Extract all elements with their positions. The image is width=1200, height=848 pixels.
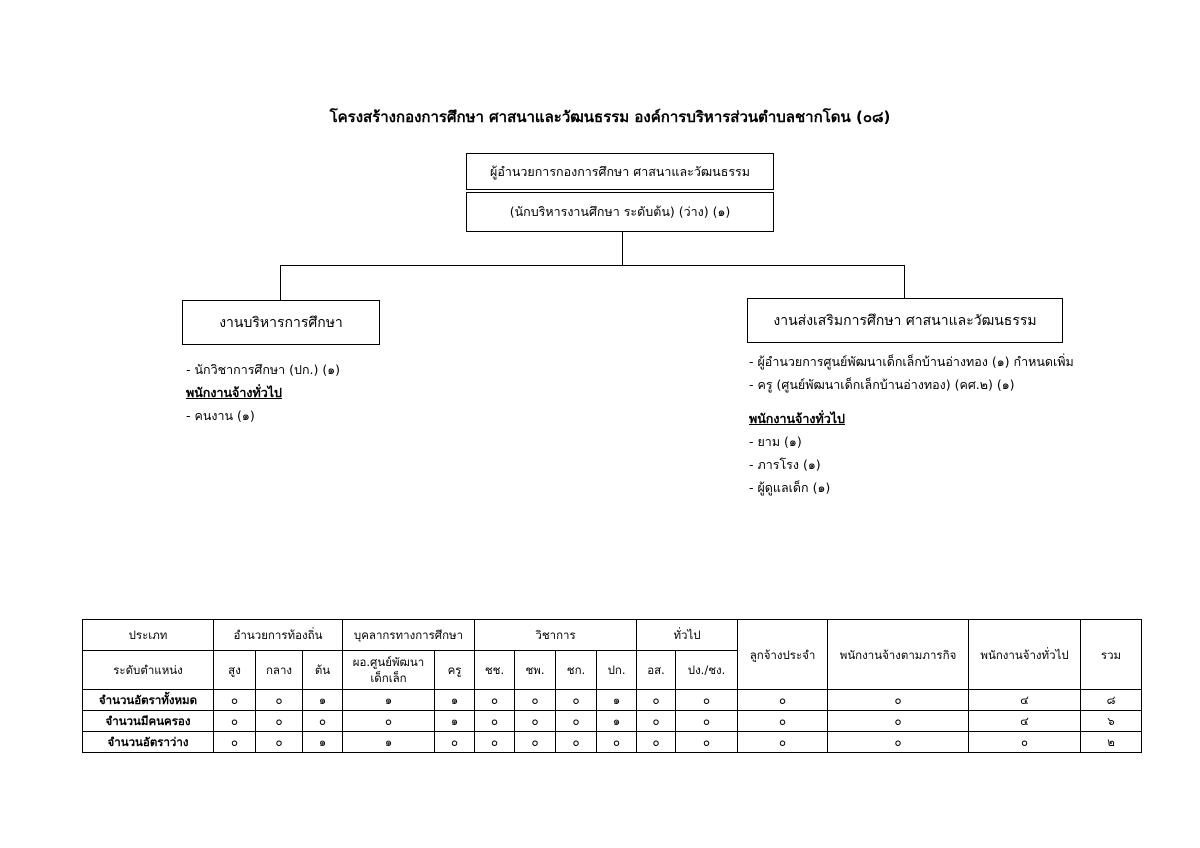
table-cell: ๐ xyxy=(256,690,303,711)
table-cell: ๐ xyxy=(515,711,556,732)
row-label: จำนวนอัตราทั้งหมด xyxy=(83,690,214,711)
left-unit-name: งานบริหารการศึกษา xyxy=(219,314,343,331)
left-unit-box xyxy=(182,300,380,345)
table-cell: ๑ xyxy=(597,711,637,732)
table-cell: ๐ xyxy=(556,711,597,732)
table-cell: ๐ xyxy=(738,711,828,732)
sub-pk: ปก. xyxy=(597,651,637,690)
director-level-box xyxy=(466,192,774,232)
edu-personnel-header: บุคลากรทางการศึกษา xyxy=(343,620,475,651)
table-cell: ๐ xyxy=(828,732,969,753)
table-cell: ๐ xyxy=(214,711,256,732)
level-header: ระดับตำแหน่ง xyxy=(83,651,214,690)
list-item: - ผู้อำนวยการศูนย์พัฒนาเด็กเล็กบ้านอ่างทอง (๑) กำหนดเพิ่ม xyxy=(749,354,1074,369)
staff-heading: พนักงานจ้างทั่วไป xyxy=(186,385,282,400)
mission-header: พนักงานจ้างตามภารกิจ xyxy=(828,620,969,690)
sub-high: สูง xyxy=(214,651,256,690)
general-header: ทั่วไป xyxy=(637,620,738,651)
table-cell: ๑ xyxy=(597,690,637,711)
director-title: ผู้อำนวยการกองการศึกษา ศาสนาและวัฒนธรรม xyxy=(490,163,750,179)
table-cell: ๐ xyxy=(475,690,515,711)
table-cell: ๐ xyxy=(637,732,676,753)
table-cell: ๐ xyxy=(475,732,515,753)
general-staff-header: พนักงานจ้างทั่วไป xyxy=(969,620,1081,690)
local-admin-header: อำนวยการท้องถิ่น xyxy=(214,620,343,651)
sub-mid: กลาง xyxy=(256,651,303,690)
list-item: - นักวิชาการศึกษา (ปก.) (๑) xyxy=(186,362,341,377)
table-row xyxy=(83,732,1142,753)
list-item: - ผู้ดูแลเด็ก (๑) xyxy=(749,480,831,495)
table-header-row xyxy=(83,620,1142,651)
table-cell: ๐ xyxy=(515,732,556,753)
list-item: - ยาม (๑) xyxy=(749,434,802,449)
connector-right-down xyxy=(904,265,905,298)
table-cell: ๒ xyxy=(1081,732,1142,753)
row-label: จำนวนมีคนครอง xyxy=(83,711,214,732)
table-cell: ๐ xyxy=(303,711,343,732)
list-item: - ภารโรง (๑) xyxy=(749,457,821,472)
list-item: - ครู (ศูนย์พัฒนาเด็กเล็กบ้านอ่างทอง) (คศ.๒) (๑) xyxy=(749,377,1015,392)
table-cell: ๐ xyxy=(343,711,435,732)
table-cell: ๐ xyxy=(676,732,738,753)
table-cell: ๑ xyxy=(435,711,475,732)
right-unit-positions xyxy=(749,350,1074,499)
staffing-table xyxy=(82,619,1142,753)
sub-pc: ปง./ชง. xyxy=(676,651,738,690)
sub-os: อส. xyxy=(637,651,676,690)
academic-header: วิชาการ xyxy=(475,620,637,651)
table-cell: ๐ xyxy=(738,732,828,753)
connector-horizontal xyxy=(280,265,905,266)
table-row xyxy=(83,690,1142,711)
table-row xyxy=(83,711,1142,732)
table-cell: ๘ xyxy=(1081,690,1142,711)
table-cell: ๐ xyxy=(214,690,256,711)
table-cell: ๔ xyxy=(969,711,1081,732)
table-cell: ๑ xyxy=(435,690,475,711)
right-unit-name: งานส่งเสริมการศึกษา ศาสนาและวัฒนธรรม xyxy=(773,312,1037,329)
table-cell: ๐ xyxy=(676,711,738,732)
table-cell: ๑ xyxy=(343,690,435,711)
table-cell: ๐ xyxy=(637,711,676,732)
right-unit-box xyxy=(747,298,1063,343)
sub-ck: ชก. xyxy=(556,651,597,690)
sub-cc: ชช. xyxy=(475,651,515,690)
table-cell: ๐ xyxy=(435,732,475,753)
staff-heading: พนักงานจ้างทั่วไป xyxy=(749,411,845,426)
table-cell: ๐ xyxy=(256,711,303,732)
director-title-box xyxy=(466,153,774,190)
left-unit-positions xyxy=(186,358,340,427)
type-header: ประเภท xyxy=(83,620,214,651)
sub-cp: ชพ. xyxy=(515,651,556,690)
sub-teacher: ครู xyxy=(435,651,475,690)
director-level: (นักบริหารงานศึกษา ระดับต้น) (ว่าง) (๑) xyxy=(509,204,731,219)
table-cell: ๐ xyxy=(828,690,969,711)
connector-director-down xyxy=(622,232,623,266)
connector-left-down xyxy=(280,265,281,300)
table-cell: ๑ xyxy=(303,690,343,711)
table-cell: ๐ xyxy=(256,732,303,753)
table-cell: ๐ xyxy=(828,711,969,732)
table-cell: ๖ xyxy=(1081,711,1142,732)
table-cell: ๐ xyxy=(676,690,738,711)
page-title: โครงสร้างกองการศึกษา ศาสนาและวัฒนธรรม องค์การบริหารส่วนตำบลชากโดน (๐๘) xyxy=(329,108,891,126)
table-cell: ๔ xyxy=(969,690,1081,711)
table-cell: ๐ xyxy=(556,732,597,753)
table-cell: ๑ xyxy=(343,732,435,753)
list-item: - คนงาน (๑) xyxy=(186,408,255,423)
row-label: จำนวนอัตราว่าง xyxy=(83,732,214,753)
sub-center-dir: ผอ.ศูนย์พัฒนา เด็กเล็ก xyxy=(343,651,435,690)
permanent-header: ลูกจ้างประจำ xyxy=(738,620,828,690)
table-cell: ๐ xyxy=(214,732,256,753)
table-cell: ๐ xyxy=(597,732,637,753)
table-cell: ๐ xyxy=(556,690,597,711)
table-cell: ๐ xyxy=(637,690,676,711)
table-cell: ๐ xyxy=(515,690,556,711)
table-cell: ๐ xyxy=(738,690,828,711)
table-cell: ๐ xyxy=(969,732,1081,753)
sub-low: ต้น xyxy=(303,651,343,690)
table-cell: ๑ xyxy=(303,732,343,753)
total-header: รวม xyxy=(1081,620,1142,690)
table-cell: ๐ xyxy=(475,711,515,732)
